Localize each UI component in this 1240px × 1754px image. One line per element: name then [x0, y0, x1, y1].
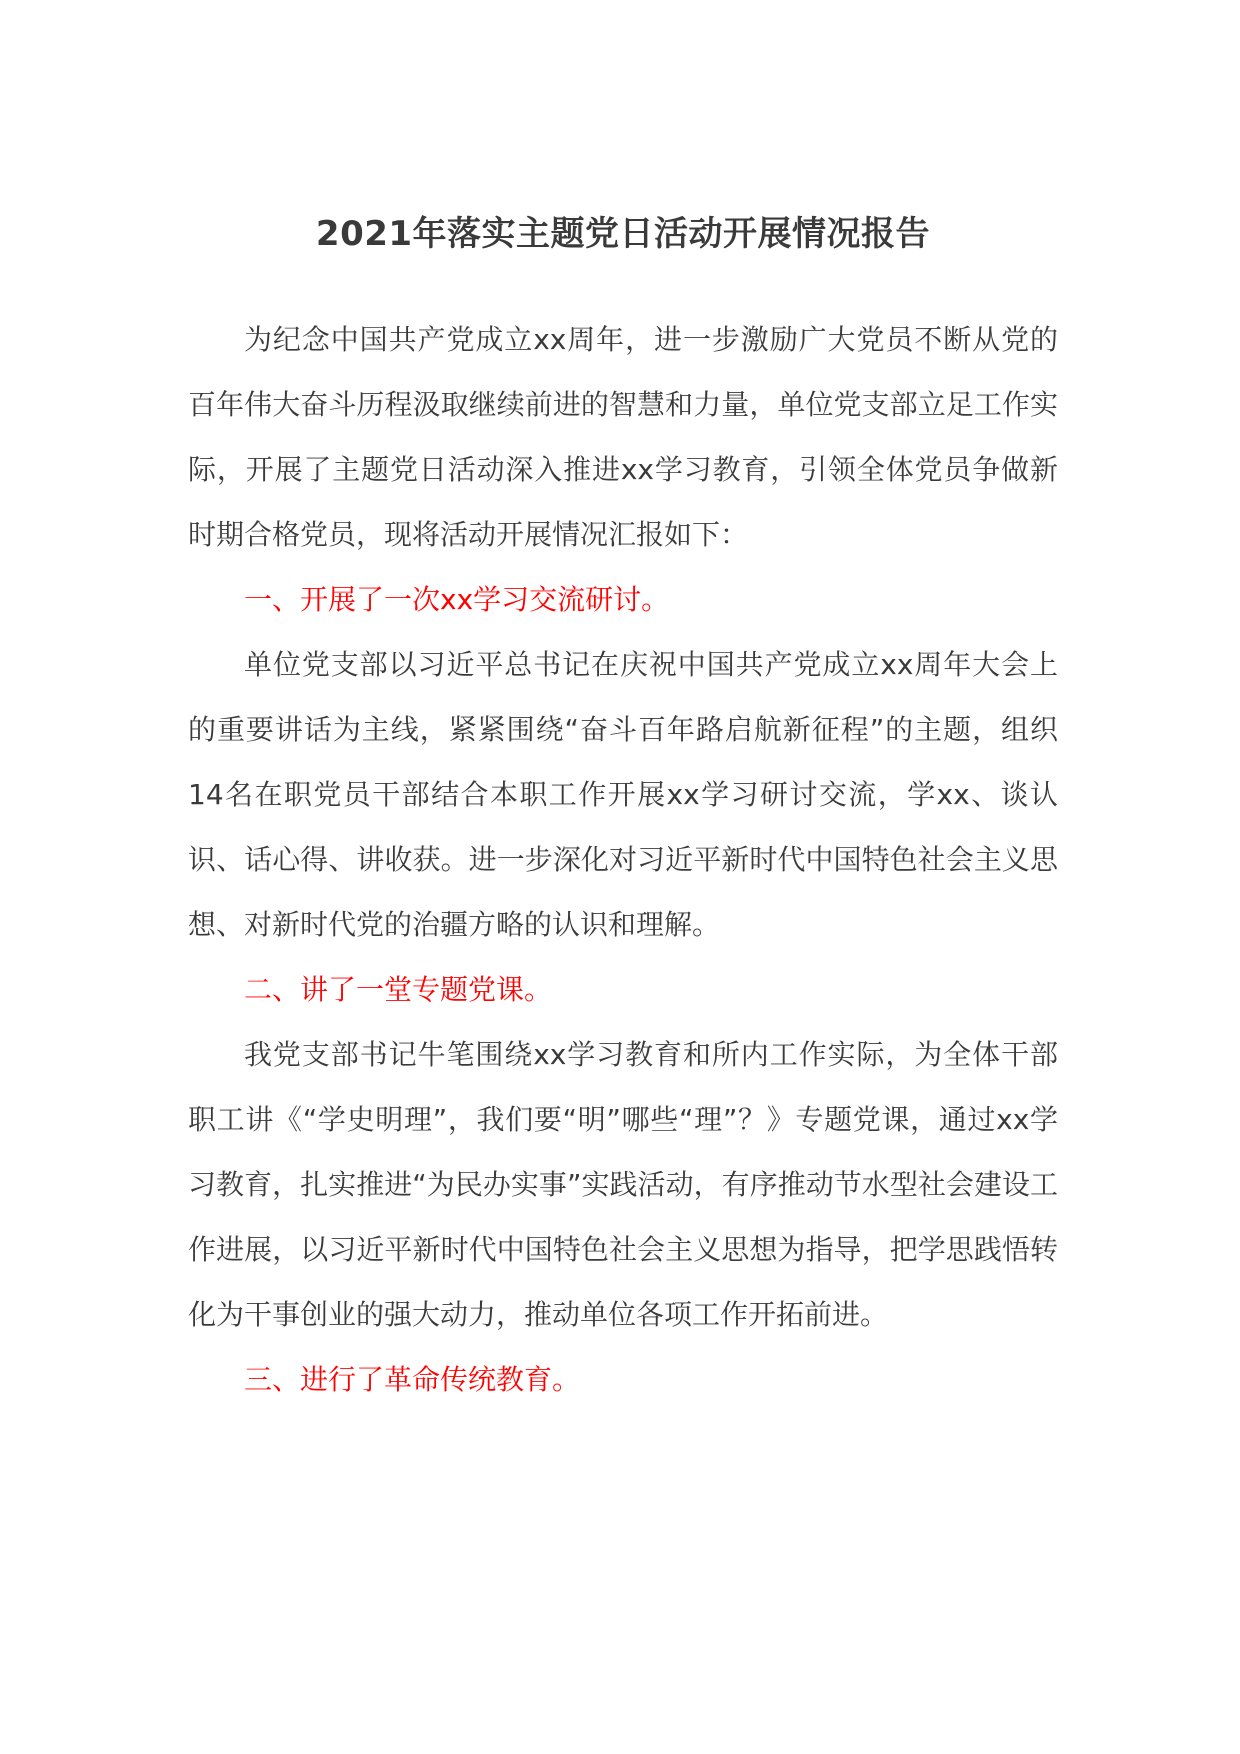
intro-paragraph: 为纪念中国共产党成立xx周年，进一步激励广大党员不断从党的百年伟大奋斗历程汲取继续前进的智慧和力量，单位党支部立足工作实际，开展了主题党日活动深入推进xx学习教育，引领全体党员争做新时期合格党员，现将活动开展情况汇报如下： [188, 323, 1058, 551]
section-2-heading: 二、讲了一堂专题党课。 [244, 973, 553, 1006]
section-1-body: 单位党支部以习近平总书记在庆祝中国共产党成立xx周年大会上的重要讲话为主线，紧紧围绕“奋斗百年路启航新征程”的主题，组织14名在职党员干部结合本职工作开展xx学习研讨交流，学xx、谈认识、话心得、讲收获。进一步深化对习近平新时代中国特色社会主义思想、对新时代党的治疆方略的认识和理解。 [188, 648, 1058, 941]
section-2-body: 我党支部书记牛笔围绕xx学习教育和所内工作实际，为全体干部职工讲《“学史明理”，我们要“明”哪些“理”？》专题党课，通过xx学习教育，扎实推进“为民办实事”实践活动，有序推动节水型社会建设工作进展，以习近平新时代中国特色社会主义思想为指导，把学思践悟转化为干事创业的强大动力，推动单位各项工作开拓前进。 [188, 1038, 1058, 1331]
document-title: 2021年落实主题党日活动开展情况报告 [315, 214, 931, 254]
section-3-heading: 三、进行了革命传统教育。 [244, 1363, 581, 1396]
document-page [188, 180, 1058, 1412]
section-1-heading: 一、开展了一次xx学习交流研讨。 [244, 583, 670, 616]
